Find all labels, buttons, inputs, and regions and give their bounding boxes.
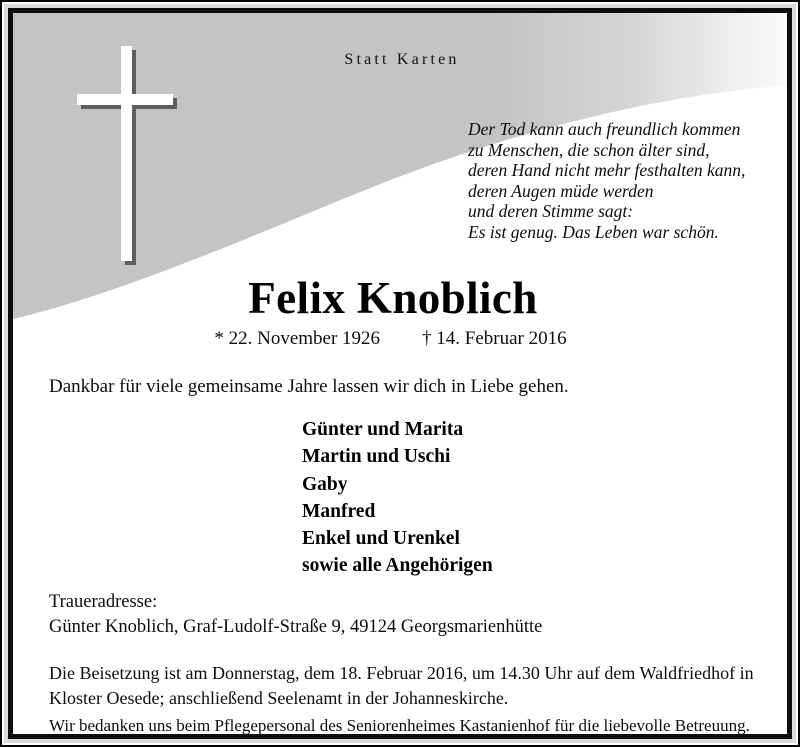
memorial-poem — [468, 119, 745, 243]
life-dates — [13, 328, 768, 350]
mourner-line: Gaby — [302, 473, 348, 495]
thanks-message: Wir bedanken uns beim Pflegepersonal des Seniorenheimes Kastanienhof für die liebevolle Betreuung. — [49, 716, 750, 735]
birth-date: * 22. November 1926 — [214, 328, 381, 349]
statt-karten-heading: Statt Karten — [344, 51, 460, 68]
funeral-details: Die Beisetzung ist am Donnerstag, dem 18. Februar 2016, um 14.30 Uhr auf dem Waldfriedhof in Kloster Oesede; anschließend Seelenamt in der Johanneskirche. — [49, 663, 754, 708]
poem-line: deren Augen müde werden — [468, 180, 654, 201]
death-date: † 14. Februar 2016 — [422, 328, 567, 349]
poem-line: Der Tod kann auch freundlich kommen — [468, 119, 741, 139]
mourner-line: Enkel und Urenkel — [302, 528, 460, 550]
mourning-frame — [8, 8, 792, 739]
mourner-line: sowie alle Angehörigen — [302, 555, 493, 577]
mourners-list — [302, 416, 493, 580]
farewell-message: Dankbar für viele gemeinsame Jahre lassen wir dich in Liebe gehen. — [49, 376, 569, 397]
notice-canvas — [13, 13, 791, 738]
poem-line: zu Menschen, die schon älter sind, — [468, 139, 710, 160]
condolence-address — [49, 590, 542, 640]
mourner-line: Martin und Uschi — [302, 446, 451, 468]
address-label: Traueradresse: — [49, 592, 158, 612]
poem-line: Es ist genug. Das Leben war schön. — [468, 221, 719, 242]
poem-line: und deren Stimme sagt: — [468, 201, 634, 222]
poem-line: deren Hand nicht mehr festhalten kann, — [468, 160, 746, 181]
mourner-line: Günter und Marita — [302, 419, 464, 440]
mourner-line: Manfred — [302, 500, 376, 522]
address-value: Günter Knoblich, Graf-Ludolf-Straße 9, 49124 Georgsmarienhütte — [49, 617, 543, 637]
deceased-name: Felix Knoblich — [248, 273, 538, 323]
